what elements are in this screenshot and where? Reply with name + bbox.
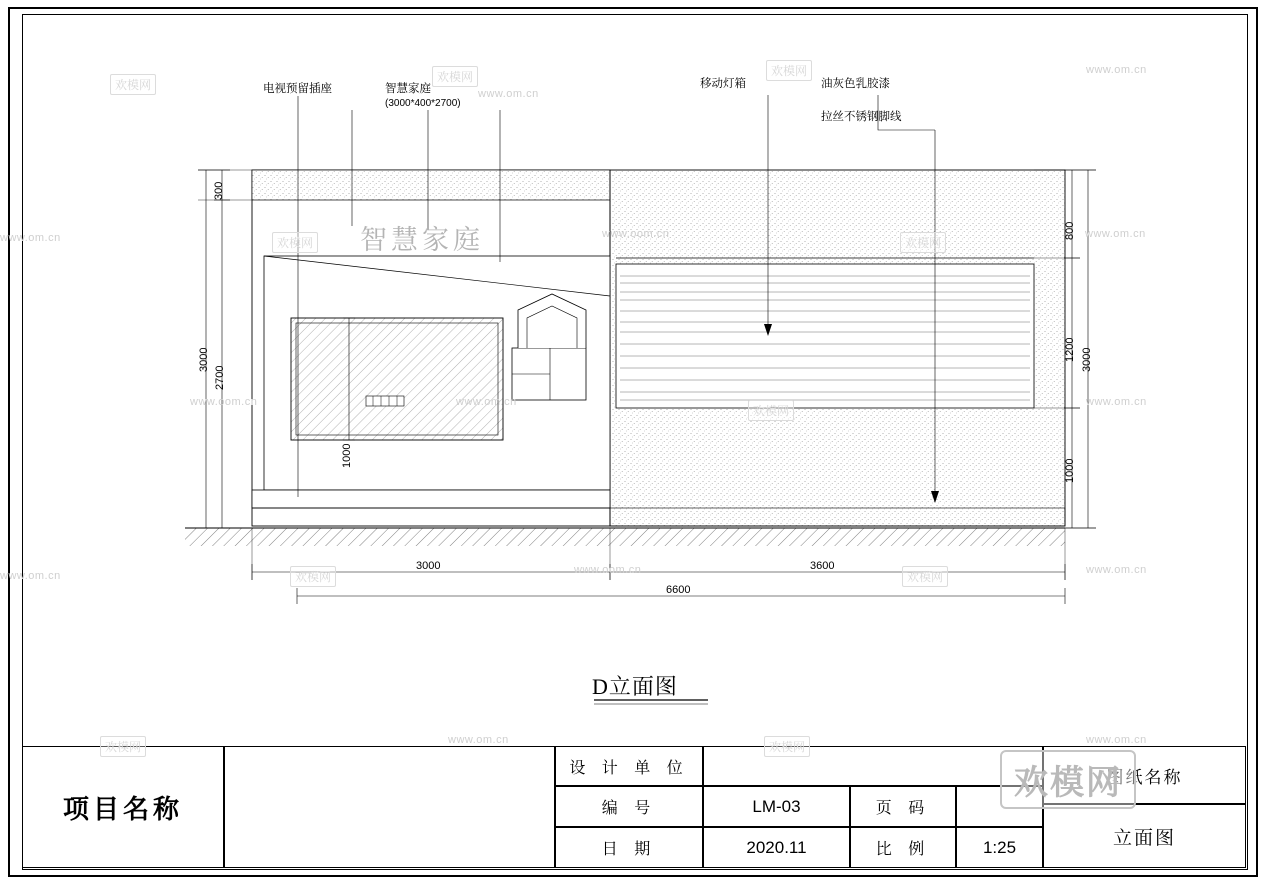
notes-cell (224, 746, 555, 868)
watermark-url: www.om.cn (1086, 734, 1147, 746)
date-value: 2020.11 (703, 827, 850, 868)
annotation-brushed-stainless-skirting: 拉丝不锈钢脚线 (821, 111, 902, 123)
watermark: 欢模网 (290, 566, 336, 587)
design-unit-label: 设 计 单 位 (555, 746, 703, 786)
watermark: 欢模网 (748, 400, 794, 421)
watermark-url: www.oom.cn (574, 564, 642, 576)
watermark-url: www.om.cn (456, 396, 517, 408)
wall-lettering: 智慧家庭 (360, 225, 484, 255)
dim-v-3000-right: 3000 (1081, 347, 1093, 372)
watermark-url: www.om.cn (0, 570, 61, 582)
drawing-title: D立面图 (592, 674, 678, 699)
watermark-url: www.om.cn (448, 734, 509, 746)
dim-v-800: 800 (1064, 221, 1076, 240)
page-value (956, 786, 1043, 827)
watermark: 欢模网 (900, 232, 946, 253)
watermark: 欢模网 (432, 66, 478, 87)
watermark-large: 欢模网 (1000, 750, 1136, 809)
annotation-tv-socket: 电视预留插座 (263, 83, 332, 95)
dim-h-3000: 3000 (416, 560, 441, 572)
watermark: 欢模网 (764, 736, 810, 757)
watermark-url: www.om.cn (1085, 228, 1146, 240)
watermark-url: www.om.cn (1086, 564, 1147, 576)
drawing-name-value: 立面图 (1043, 804, 1246, 868)
number-label: 编 号 (555, 786, 703, 827)
annotation-movable-light-box: 移动灯箱 (700, 78, 746, 90)
title-block (22, 746, 1246, 868)
watermark-url: www.om.cn (478, 88, 539, 100)
date-label: 日 期 (555, 827, 703, 868)
dim-v-1000-right: 1000 (1064, 458, 1076, 483)
drawing-name-label: 图纸名称 (1043, 746, 1246, 804)
annotation-putty-grey-latex-paint: 油灰色乳胶漆 (821, 78, 890, 90)
number-value: LM-03 (703, 786, 850, 827)
watermark-url: www.om.cn (0, 232, 61, 244)
watermark: 欢模网 (272, 232, 318, 253)
dim-h-6600: 6600 (666, 584, 691, 596)
dim-v-300: 300 (213, 181, 225, 200)
annotation-smart-home: 智慧家庭 (385, 83, 431, 95)
annotation-smart-home-size: (3000*400*2700) (385, 98, 461, 109)
dim-v-1000-inner: 1000 (341, 443, 353, 468)
watermark: 欢模网 (110, 74, 156, 95)
elevation-body (185, 170, 1065, 546)
watermark-url: www.om.cn (1086, 64, 1147, 76)
scale-value: 1:25 (956, 827, 1043, 868)
watermark-url: www.om.cn (1086, 396, 1147, 408)
watermark: 欢模网 (766, 60, 812, 81)
watermark-url: www.oom.cn (190, 396, 258, 408)
dim-h-3600: 3600 (810, 560, 835, 572)
project-name: 项目名称 (22, 746, 224, 868)
watermark: 欢模网 (100, 736, 146, 757)
watermark-url: www.oom.cn (602, 228, 670, 240)
dim-v-2700: 2700 (214, 365, 226, 390)
design-unit-value (703, 746, 1043, 786)
dim-v-3000-left: 3000 (198, 347, 210, 372)
watermark: 欢模网 (902, 566, 948, 587)
scale-label: 比 例 (850, 827, 956, 868)
page-label: 页 码 (850, 786, 956, 827)
dim-v-1200: 1200 (1064, 337, 1076, 362)
